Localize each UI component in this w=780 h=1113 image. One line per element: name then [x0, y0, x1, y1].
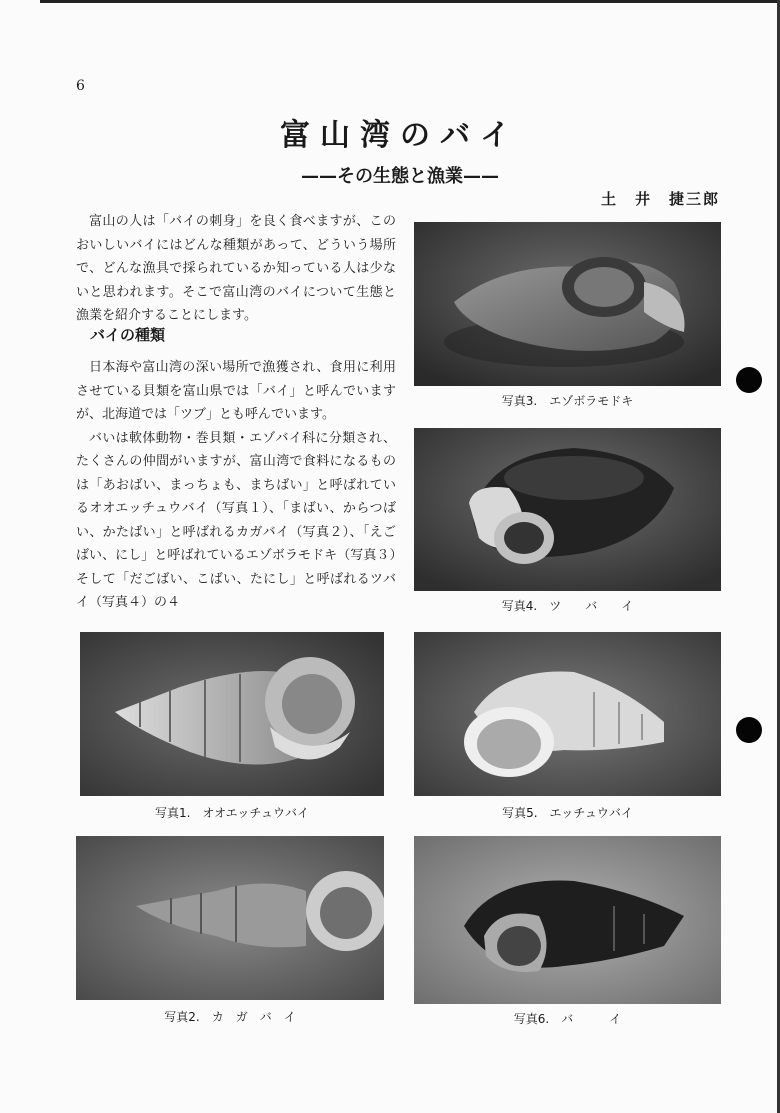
article-subtitle: ——その生態と漁業——: [301, 166, 499, 187]
photo-4: [414, 428, 721, 591]
page-number: 6: [76, 78, 85, 94]
photo-5: [414, 632, 721, 796]
shell-image-4: [414, 428, 721, 591]
section-paragraph-2: バいは軟体動物・巻貝類・エゾバイ科に分類され、たくさんの仲間がいますが、富山湾で食料になるものは「あおばい、まっちょも、まちばい」と呼ばれているオオエッチュウバイ（写真１）、「まばい、からつばい、かたばい」と呼ばれるカガバイ（写真２）、「えごばい、にし」と呼ばれているエゾボラモドキ（写真３）そして「だごばい、こばい、たにし」と呼ばれるツバイ（写真４）の４: [76, 430, 396, 610]
intro-paragraph: 富山の人は「バイの刺身」を良く食べますが、このおいしいバイにはどんな種類があって、どういう場所で、どんな漁具で採られているか知っている人は少ないと思われます。そこで富山湾のバイについて生態と漁業を紹介することにします。: [76, 214, 396, 323]
shell-image-3: [414, 222, 721, 386]
binder-hole-top: [736, 367, 762, 393]
caption-photo-3: 写真3. エゾボラモドキ: [501, 394, 634, 408]
shell-image-5: [414, 632, 721, 796]
shell-image-6: [414, 836, 721, 1004]
photo-6: [414, 836, 721, 1004]
intro-text: [76, 210, 396, 328]
section-paragraph-1: 日本海や富山湾の深い場所で漁獲され、食用に利用させている貝類を富山県では「バイ」と呼んでいますが、北海道では「ツブ」とも呼んでいます。: [76, 360, 396, 422]
caption-photo-4: 写真4. ツ バ イ: [501, 599, 634, 613]
scan-edge-top: [40, 0, 780, 3]
photo-2: [76, 836, 384, 1000]
section-body: [76, 356, 396, 615]
photo-1: [80, 632, 384, 796]
caption-photo-1: 写真1. オオエッチュウバイ: [154, 806, 309, 820]
photo-3: [414, 222, 721, 386]
binder-hole-bottom: [736, 717, 762, 743]
shell-image-2: [76, 836, 384, 1000]
caption-photo-6: 写真6. バ イ: [513, 1012, 622, 1026]
author-name: 土 井 捷三郎: [600, 190, 720, 208]
caption-photo-2: 写真2. カ ガ バ イ: [164, 1010, 296, 1024]
section-heading: バイの種類: [90, 326, 166, 344]
shell-image-1: [80, 632, 384, 796]
caption-photo-5: 写真5. エッチュウバイ: [502, 806, 633, 820]
article-title: 富山湾のバイ: [280, 118, 520, 153]
